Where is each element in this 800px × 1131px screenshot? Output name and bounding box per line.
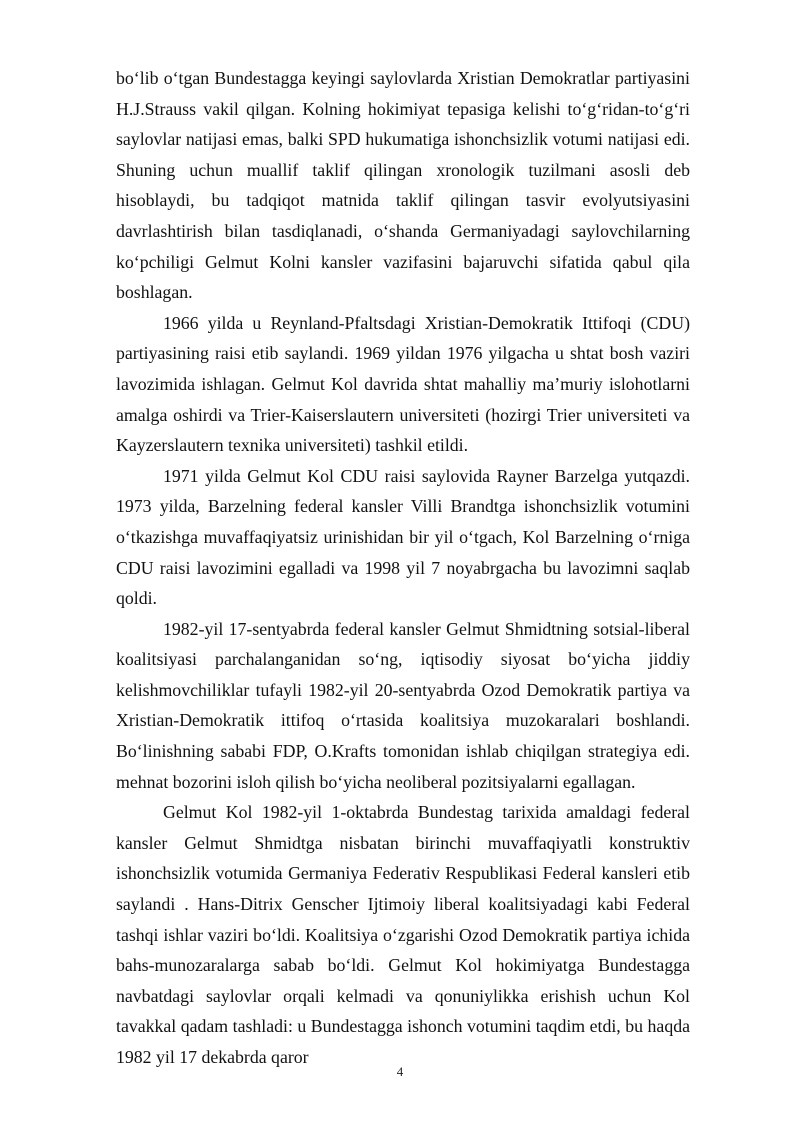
paragraph: 1982-yil 17-sentyabrda federal kansler Gelmut Shmidtning sotsial-liberal koalitsiyasi parchalanganidan so‘ng, iqtisodiy siyosat bo‘yicha jiddiy kelishmovchiliklar tufayli 1982-yil 20-sentyabrda Ozod Demokratik partiya va Xristian-Demokratik ittifoq o‘rtasida koalitsiya muzokaralari boshlandi. Bo‘linishning sababi FDP, O.Krafts tomonidan ishlab chiqilgan strategiya edi. mehnat bozorini isloh qilish bo‘yicha neoliberal pozitsiyalarni egallagan. <box>116 618 690 792</box>
paragraph: Gelmut Kol 1982-yil 1-oktabrda Bundestag tarixida amaldagi federal kansler Gelmut Shmidtga nisbatan birinchi muvaffaqiyatli konstruktiv ishonchsizlik votumida Germaniya Federativ Respublikasi Federal kansleri etib saylandi . Hans-Ditrix Genscher Ijtimoiy liberal koalitsiyadagi kabi Federal tashqi ishlar vaziri bo‘ldi. Koalitsiya o‘zgarishi Ozod Demokratik partiya ichida bahs-munozaralarga sabab bo‘ldi. Gelmut Kol hokimiyatga Bundestagga navbatdagi saylovlar orqali kelmadi va qonuniylikka erishish uchun Kol tavakkal qadam tashladi: u Bundestagga ishonch votumini taqdim etdi, bu haqda 1982 yil 17 dekabrda qaror <box>116 802 690 1067</box>
paragraph: 1966 yilda u Reynland-Pfaltsdagi Xristian-Demokratik Ittifoqi (CDU) partiyasining raisi etib saylandi. 1969 yildan 1976 yilgacha u shtat bosh vaziri lavozimida ishlagan. Gelmut Kol davrida shtat mahalliy ma’muriy islohotlarni amalga oshirdi va Trier-Kaiserslautern universiteti (hozirgi Trier universiteti va Kayzerslautern texnika universiteti) tashkil etildi. <box>116 312 690 456</box>
paragraph-continuation: bo‘lib o‘tgan Bundestagga keyingi saylovlarda Xristian Demokratlar partiyasini H.J.Strauss vakil qilgan. Kolning hokimiyat tepasiga kelishi to‘g‘ridan-to‘g‘ri saylovlar natijasi emas, balki SPD hukumatiga ishonchsizlik votumi natijasi edi. Shuning uchun muallif taklif qilingan xronologik tuzilmani asosli deb hisoblaydi, bu tadqiqot matnida taklif qilingan tasvir evolyutsiyasini davrlashtirish bilan tasdiqlanadi, o‘shanda Germaniyadagi saylovchilarning ko‘pchiligi Gelmut Kolni kansler vazifasini bajaruvchi sifatida qabul qila boshlagan. <box>116 68 690 303</box>
page-number: 4 <box>396 1064 404 1079</box>
body-text <box>116 63 690 1073</box>
paragraph: 1971 yilda Gelmut Kol CDU raisi saylovida Rayner Barzelga yutqazdi. 1973 yilda, Barzelning federal kansler Villi Brandtga ishonchsizlik votumini o‘tkazishga muvaffaqiyatsiz urinishidan bir yil o‘tgach, Kol Barzelning o‘rniga CDU raisi lavozimini egalladi va 1998 yil 7 noyabrgacha bu lavozimni saqlab qoldi. <box>116 465 690 609</box>
